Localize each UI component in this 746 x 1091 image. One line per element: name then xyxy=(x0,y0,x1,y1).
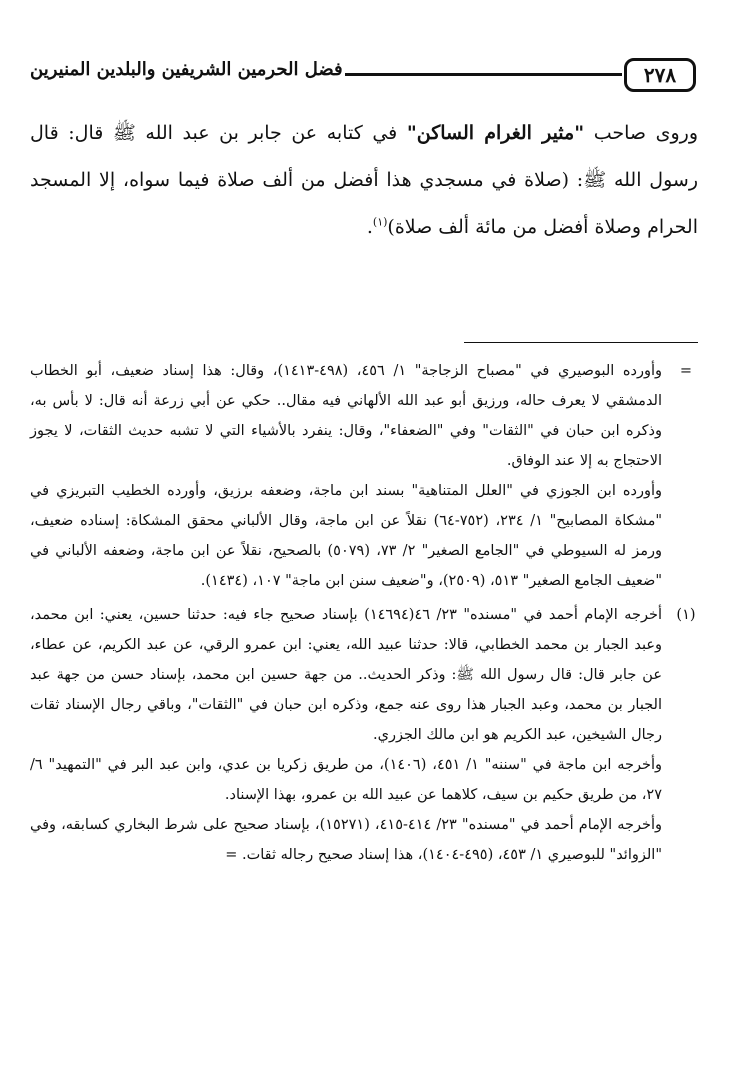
running-title: فضل الحرمين الشريفين والبلدين المنيرين xyxy=(30,59,343,80)
footnote-continued xyxy=(30,356,710,596)
main-prefix: وروى صاحب xyxy=(584,122,698,144)
footnote-paragraph: وأخرجه ابن ماجة في "سننه" ١/ ٤٥١، (١٤٠٦)، من طريق زكريا بن عدي، وابن عبد البر في "التمهيد" ٦/ ٢٧، من طريق حكيم بن سيف، كلاهما عن عبيد الله بن عمرو، بهذا الإسناد. xyxy=(30,757,662,803)
footnotes xyxy=(30,356,710,870)
footnote-body xyxy=(30,600,662,870)
main-text xyxy=(30,110,698,251)
book-title: "مثير الغرام الساكن" xyxy=(406,122,585,144)
footnote-separator xyxy=(464,342,698,343)
footnote-marker: = xyxy=(679,363,693,379)
footnote-body xyxy=(30,356,662,596)
header-rule xyxy=(345,73,622,76)
footnote-reference[interactable]: (١) xyxy=(372,215,388,229)
main-paragraph xyxy=(30,110,698,251)
page-number: ٢٧٨ xyxy=(624,58,696,92)
main-end: . xyxy=(366,216,373,238)
footnote-paragraph: أخرجه الإمام أحمد في "مسنده" ٢٣/ ٤٦(١٤٦٩٤) بإسناد صحيح جاء فيه: حدثنا حسين، يعني: ابن محمد، وعبد الجبار بن محمد الخطابي، قالا: حدثنا عبيد الله، يعني: ابن عمرو الرقي، عن عبد الكريم، عن عطاء، عن جابر قال: قال رسول الله ﷺ: وذكر الحديث.. من جهة حسين ابن محمد، بإسناد حسن من جهة عبد الجبار بن محمد، وعبد الجبار هذا روى عنه جمع، وذكره ابن حبان في "الثقات"، وباقي رجال الإسناد ثقات رجال الشيخين، عبد الكريم هو ابن مالك الجزري. xyxy=(30,607,662,743)
footnote-marker: (١) xyxy=(676,607,696,623)
main-body: في كتابه عن جابر بن عبد الله ﷺ قال: قال رسول الله ﷺ: (صلاة في مسجدي هذا أفضل من ألف صلاة فيما سواه، إلا المسجد الحرام وصلاة أفضل من مائة ألف صلاة) xyxy=(30,122,698,238)
footnote-paragraph: وأورده البوصيري في "مصباح الزجاجة" ١/ ٤٥٦، (٤٩٨-١٤١٣)، وقال: هذا إسناد ضعيف، أبو الخطاب الدمشقي لا يعرف حاله، ورزيق أبو عبد الله الألهاني فيه مقال.. حكي عن أبي زرعة أنه قال: لا بأس به، وذكره ابن حبان في "الثقات" وفي "الضعفاء"، وقال: ينفرد بالأشياء التي لا تشبه حديث الثقات، لا يجوز الاحتجاج به إلا عند الوفاق. xyxy=(30,363,662,469)
footnote-paragraph: وأخرجه الإمام أحمد في "مسنده" ٢٣/ ٤١٤-٤١٥، (١٥٢٧١)، بإسناد صحيح على شرط البخاري كسابقه، وفي "الزوائد" للبوصيري ١/ ٤٥٣، (٤٩٥-١٤٠٤)، هذا إسناد صحيح رجاله ثقات. = xyxy=(30,817,663,863)
running-header xyxy=(30,46,696,98)
footnote-paragraph: وأورده ابن الجوزي في "العلل المتناهية" بسند ابن ماجة، وضعفه برزيق، وأورده الخطيب التبريزي في "مشكاة المصابيح" ١/ ٢٣٤، (٧٥٢-٦٤) نقلاً عن ابن ماجة، وقال الألباني محقق المشكاة: إسناده ضعيف، ورمز له السيوطي في "الجامع الصغير" ٢/ ٧٣، (٥٠٧٩) بالصحيح، نقلاً عن ابن ماجة، وضعفه الألباني في "ضعيف الجامع الصغير" ٥١٣، (٢٥٠٩)، و"ضعيف سنن ابن ماجة" ١٠٧، (١٤٣٤). xyxy=(30,483,663,589)
footnote-1 xyxy=(30,600,710,870)
